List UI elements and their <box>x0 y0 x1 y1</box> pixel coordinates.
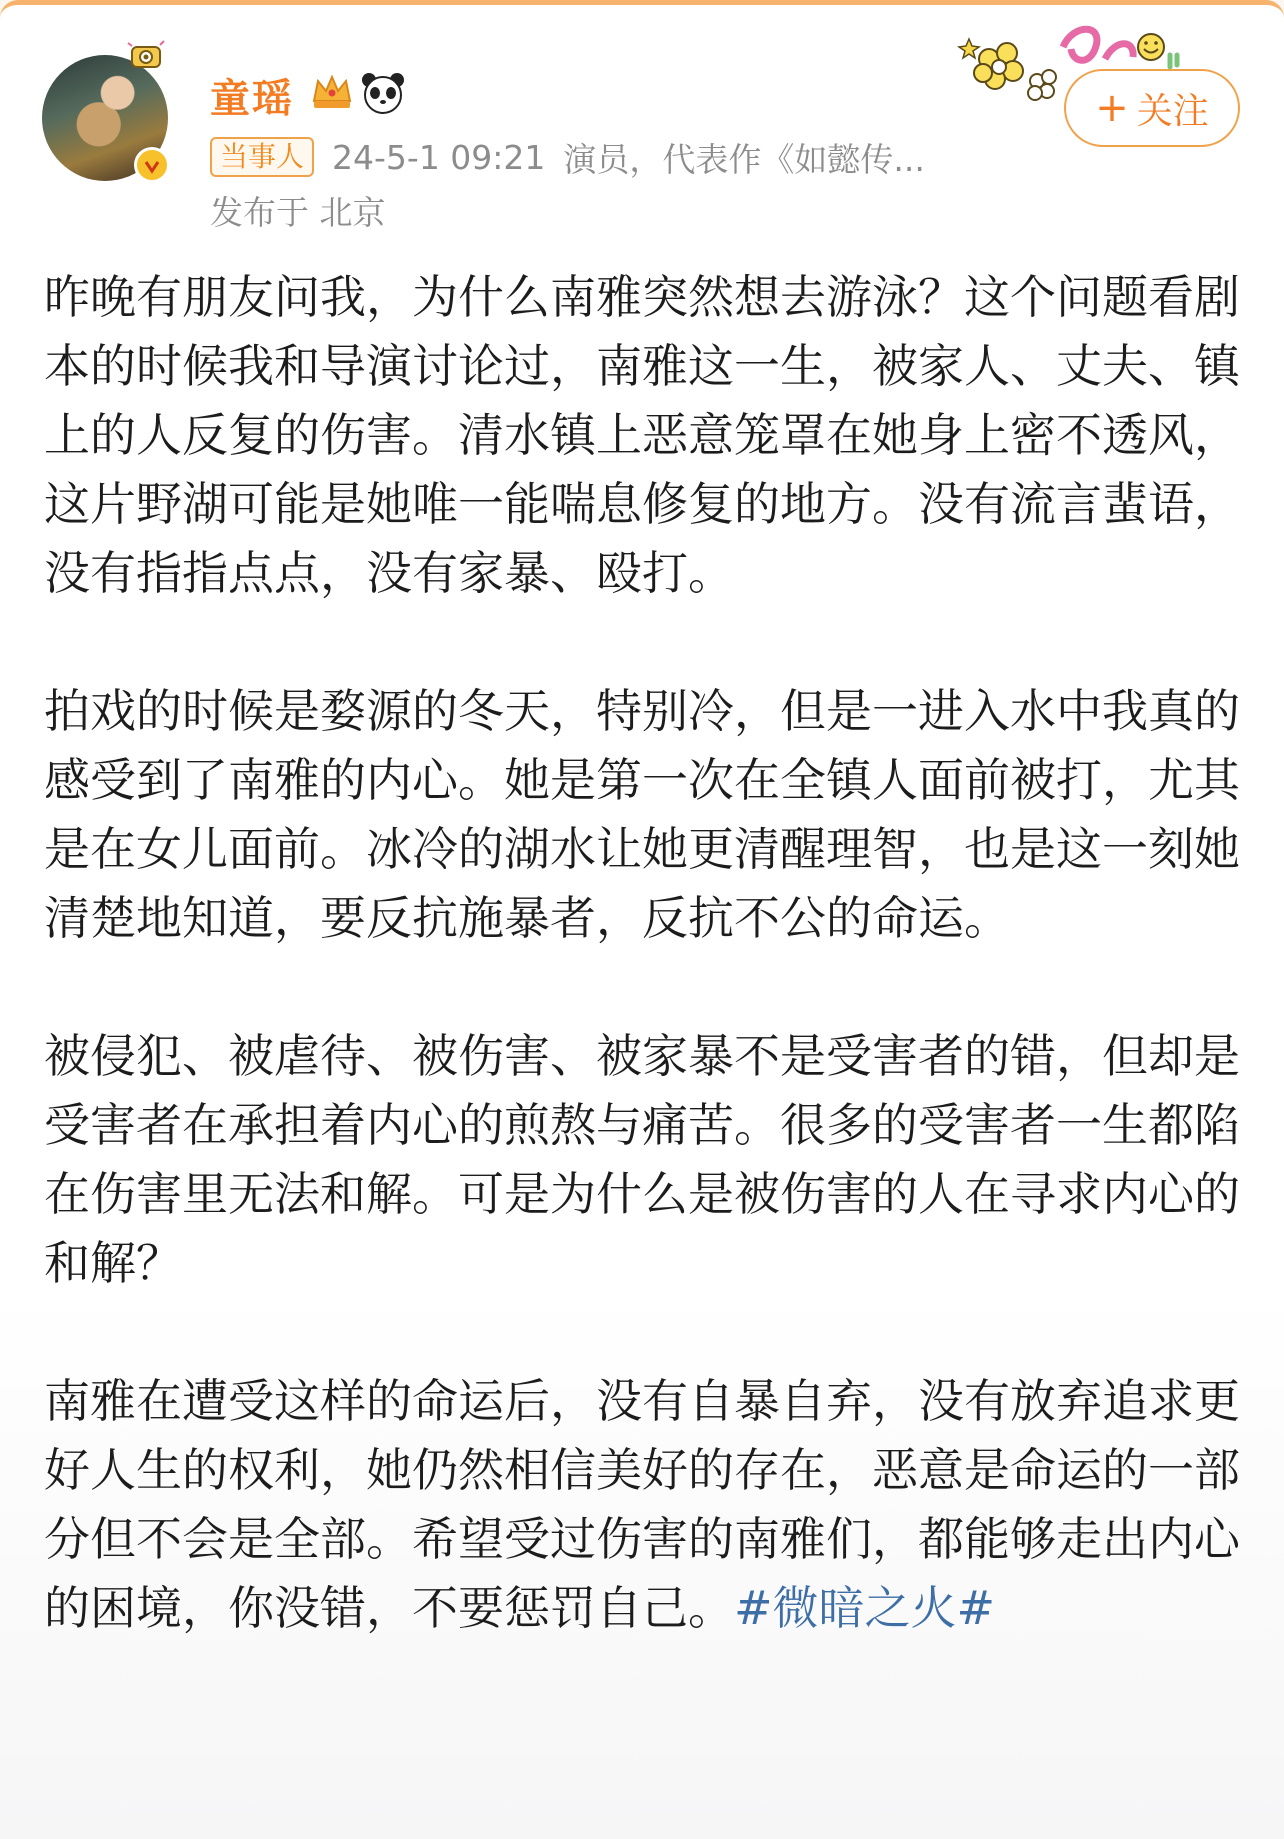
post-timestamp: 24-5-1 09:21 <box>332 137 546 177</box>
verified-icon <box>134 147 170 183</box>
user-description: 演员，代表作《如懿传... <box>563 139 925 179</box>
post-paragraph: 拍戏的时候是婺源的冬天，特别冷，但是一进入水中我真的感受到了南雅的内心。她是第一次在全镇人面前被打，尤其是在女儿面前。冰冷的湖水让她更清醒理智，也是这一刻她清楚地知道，要反抗施暴者，反抗不公的命运。 <box>44 684 1240 945</box>
hashtag-link[interactable]: #微暗之火# <box>734 1581 996 1635</box>
post-paragraph-text: 南雅在遭受这样的命运后，没有自暴自弃，没有放弃追求更好人生的权利，她仍然相信美好的存在，恶意是命运的一部分但不会是全部。希望受过伤害的南雅们，都能够走出内心的困境，你没错，不要惩罚自己。 <box>44 1374 1240 1635</box>
follow-button-label: 关注 <box>1136 90 1209 132</box>
post-meta <box>210 135 925 179</box>
post-paragraph: 昨晚有朋友问我，为什么南雅突然想去游泳？这个问题看剧本的时候我和导演讨论过，南雅这一生，被家人、丈夫、镇上的人反复的伤害。清水镇上恶意笼罩在她身上密不透风，这片野湖可能是她唯一能喘息修复的地方。没有流言蜚语，没有指指点点，没有家暴、殴打。 <box>44 270 1240 600</box>
username[interactable]: 童瑶 <box>210 76 294 122</box>
crown-icon <box>310 71 354 113</box>
camera-decoration-icon <box>126 37 166 71</box>
post-paragraph: 被侵犯、被虐待、被伤害、被家暴不是受害者的错，但却是受害者在承担着内心的煎熬与痛苦。很多的受害者一生都陷在伤害里无法和解。可是为什么是被伤害的人在寻求内心的和解？ <box>44 1029 1240 1290</box>
post-location: 发布于 北京 <box>210 193 386 232</box>
follow-button[interactable] <box>1064 69 1240 147</box>
plus-icon: + <box>1095 85 1129 131</box>
post-content <box>44 263 1244 1712</box>
avatar[interactable] <box>42 55 168 181</box>
role-tag: 当事人 <box>210 137 314 177</box>
post-paragraph-last <box>44 1367 1244 1643</box>
panda-icon <box>360 71 406 115</box>
